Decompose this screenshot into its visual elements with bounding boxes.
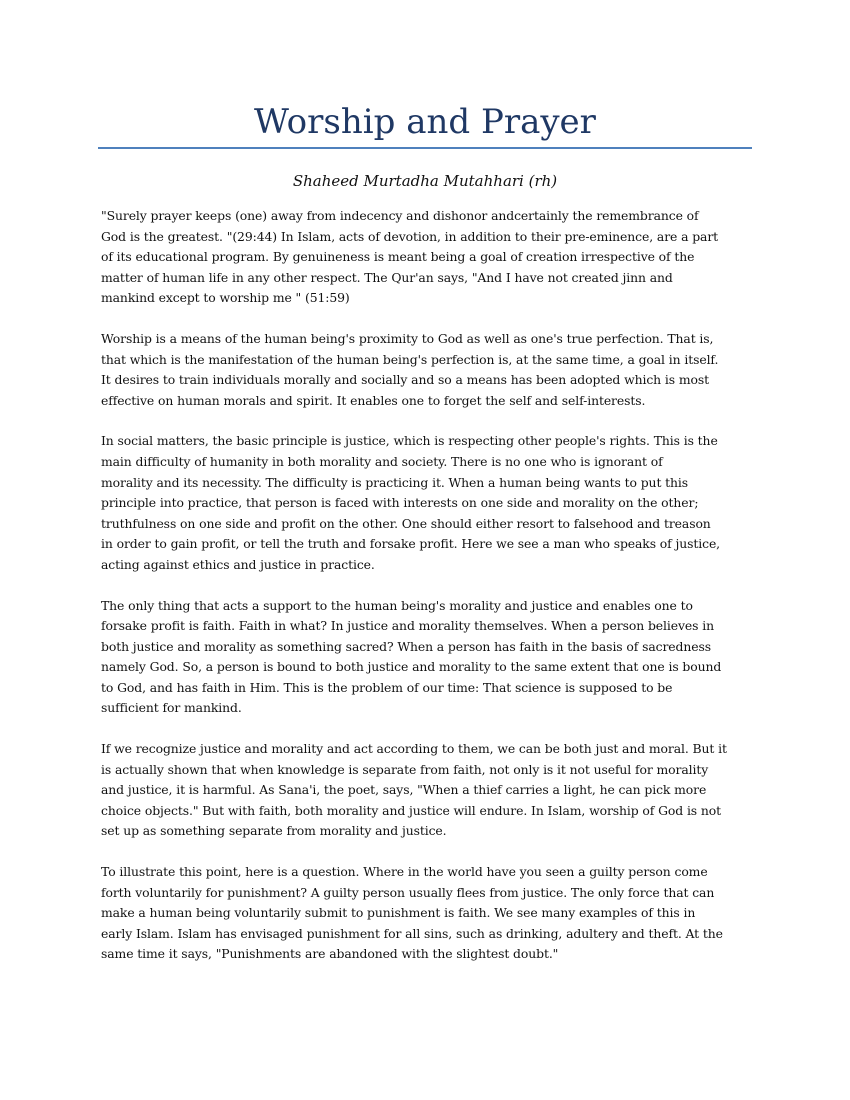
paragraph-line: make a human being voluntarily submit to punishment is faith. We see many examples of this in [101,905,696,921]
paragraph-1 [101,206,761,309]
paragraph-line: is actually shown that when knowledge is separate from faith, not only is it not useful for morality [101,761,709,777]
paragraph-line: If we recognize justice and morality and act according to them, we can be both just and moral. But it [101,741,727,757]
paragraph-line: that which is the manifestation of the human being's perfection is, at the same time, a goal in itself. [101,351,719,367]
paragraph-line: In social matters, the basic principle is justice, which is respecting other people's rights. This is the [101,433,718,449]
paragraph-line: Worship is a means of the human being's proximity to God as well as one's true perfection. That is, [101,330,714,346]
paragraph-line: "Surely prayer keeps (one) away from indecency and dishonor andcertainly the remembrance of [101,208,699,223]
paragraph-line: both justice and morality as something sacred? When a person has faith in the basis of sacredness [101,638,711,654]
paragraph-line: effective on human morals and spirit. It enables one to forget the self and self-interests. [101,392,646,408]
paragraph-line: matter of human life in any other respect. The Qur'an says, "And I have not created jinn and [101,269,673,285]
paragraph-line: main difficulty of humanity in both morality and society. There is no one who is ignorant of [101,453,663,469]
paragraph-line: mankind except to worship me " (51:59) [101,290,350,306]
document-body [101,206,761,985]
paragraph-2 [101,329,761,411]
paragraph-line: choice objects." But with faith, both morality and justice will endure. In Islam, worship of God is not [101,802,722,818]
paragraph-line: and justice, it is harmful. As Sana'i, the poet, says, "When a thief carries a light, he can pick more [101,782,707,798]
paragraph-line: in order to gain profit, or tell the truth and forsake profit. Here we see a man who speaks of justice, [101,536,721,552]
paragraph-3 [101,431,761,575]
paragraph-line: The only thing that acts a support to the human being's morality and justice and enables one to [101,597,693,613]
paragraph-line: acting against ethics and justice in practice. [101,556,375,572]
paragraph-line: to God, and has faith in Him. This is the problem of our time: That science is supposed to be [101,679,673,695]
title-underline-rule [98,147,752,149]
paragraph-line: forsake profit is faith. Faith in what? In justice and morality themselves. When a person believes in [101,618,714,634]
paragraph-4 [101,596,761,720]
paragraph-5 [101,739,761,842]
paragraph-line: namely God. So, a person is bound to both justice and morality to the same extent that one is bound [101,659,722,675]
paragraph-line: early Islam. Islam has envisaged punishment for all sins, such as drinking, adultery and theft. At the [101,925,723,941]
paragraph-line: sufficient for mankind. [101,700,242,716]
paragraph-line: of its educational program. By genuineness is meant being a goal of creation irrespective of the [101,249,695,265]
paragraph-line: morality and its necessity. The difficulty is practicing it. When a human being wants to put this [101,474,689,490]
paragraph-line: forth voluntarily for punishment? A guilty person usually flees from justice. The only force that can [101,884,715,900]
paragraph-line: set up as something separate from morality and justice. [101,823,447,839]
paragraph-line: principle into practice, that person is faced with interests on one side and morality on the other; [101,495,699,511]
paragraph-line: It desires to train individuals morally and socially and so a means has been adopted which is most [101,372,710,388]
paragraph-line: To illustrate this point, here is a question. Where in the world have you seen a guilty person come [101,864,708,880]
paragraph-line: God is the greatest. "(29:44) In Islam, acts of devotion, in addition to their pre-eminence, are a part [101,228,719,244]
paragraph-line: truthfulness on one side and profit on the other. One should either resort to falsehood and treason [101,515,711,531]
document-title: Worship and Prayer [254,102,596,142]
paragraph-line: same time it says, "Punishments are abandoned with the slightest doubt." [101,946,559,962]
document-author: Shaheed Murtadha Mutahhari (rh) [292,172,558,190]
paragraph-6 [101,862,761,965]
